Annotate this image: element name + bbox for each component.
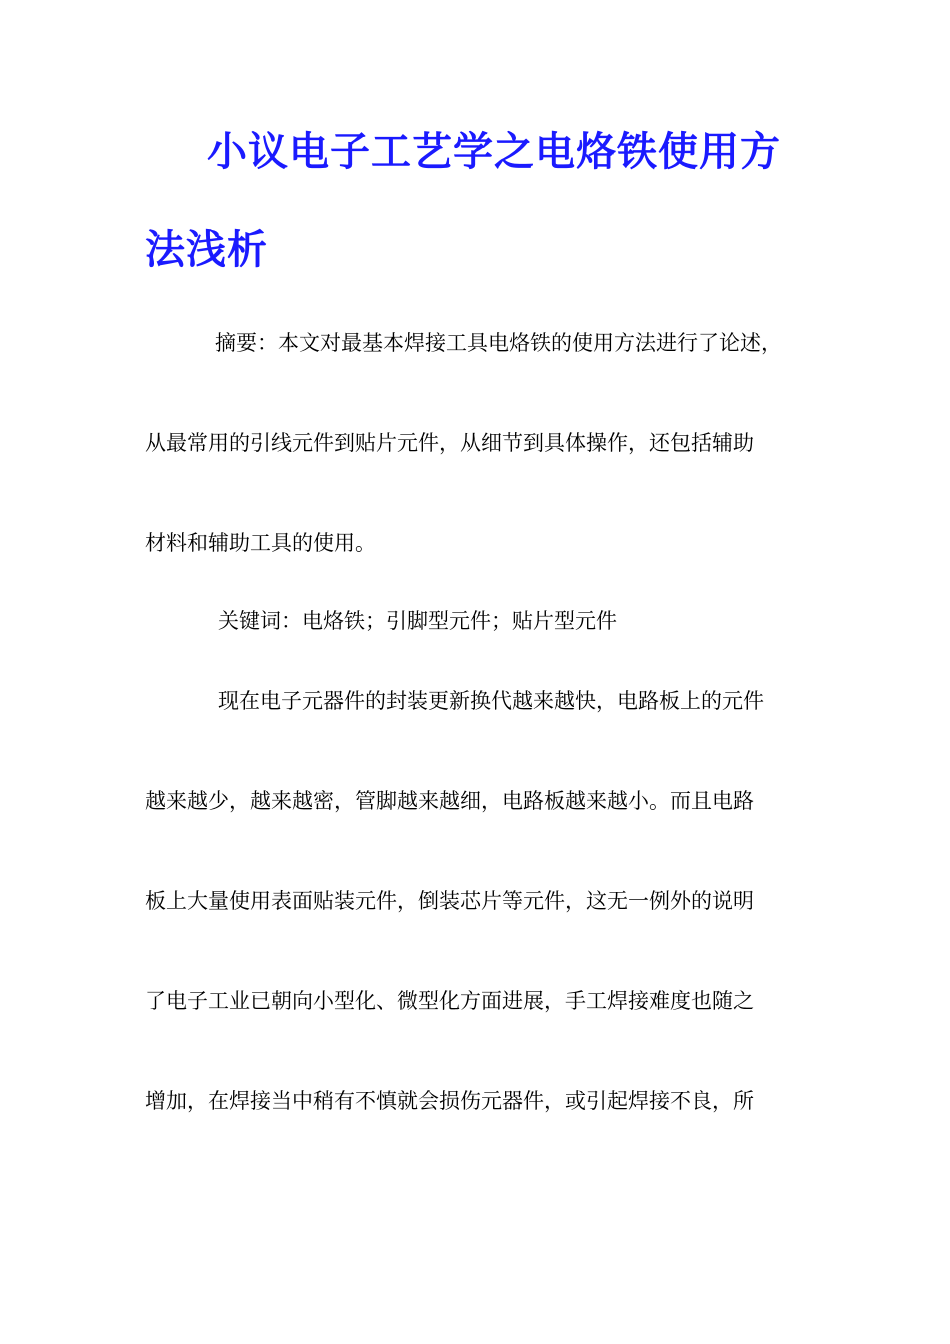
title-line-1: 小议电子工艺学之电烙铁使用方 (207, 129, 781, 175)
body-line-4: 了电子工业已朝向小型化、微型化方面进展，手工焊接难度也随之 (145, 989, 754, 1013)
body-line-2: 越来越少，越来越密，管脚越来越细，电路板越来越小。而且电路 (145, 789, 754, 813)
abstract-line-3: 材料和辅助工具的使用。 (145, 531, 376, 555)
body-line-3: 板上大量使用表面贴装元件，倒装芯片等元件，这无一例外的说明 (145, 889, 754, 913)
body-line-1: 现在电子元器件的封装更新换代越来越快，电路板上的元件 (218, 689, 764, 713)
body-line-5: 增加，在焊接当中稍有不慎就会损伤元器件，或引起焊接不良，所 (145, 1089, 754, 1113)
keywords-line: 关键词：电烙铁；引脚型元件；贴片型元件 (218, 609, 617, 633)
title-line-2: 法浅析 (145, 227, 268, 273)
abstract-line-2: 从最常用的引线元件到贴片元件，从细节到具体操作，还包括辅助 (145, 431, 754, 455)
abstract-line-1: 摘要：本文对最基本焊接工具电烙铁的使用方法进行了论述， (215, 331, 782, 355)
